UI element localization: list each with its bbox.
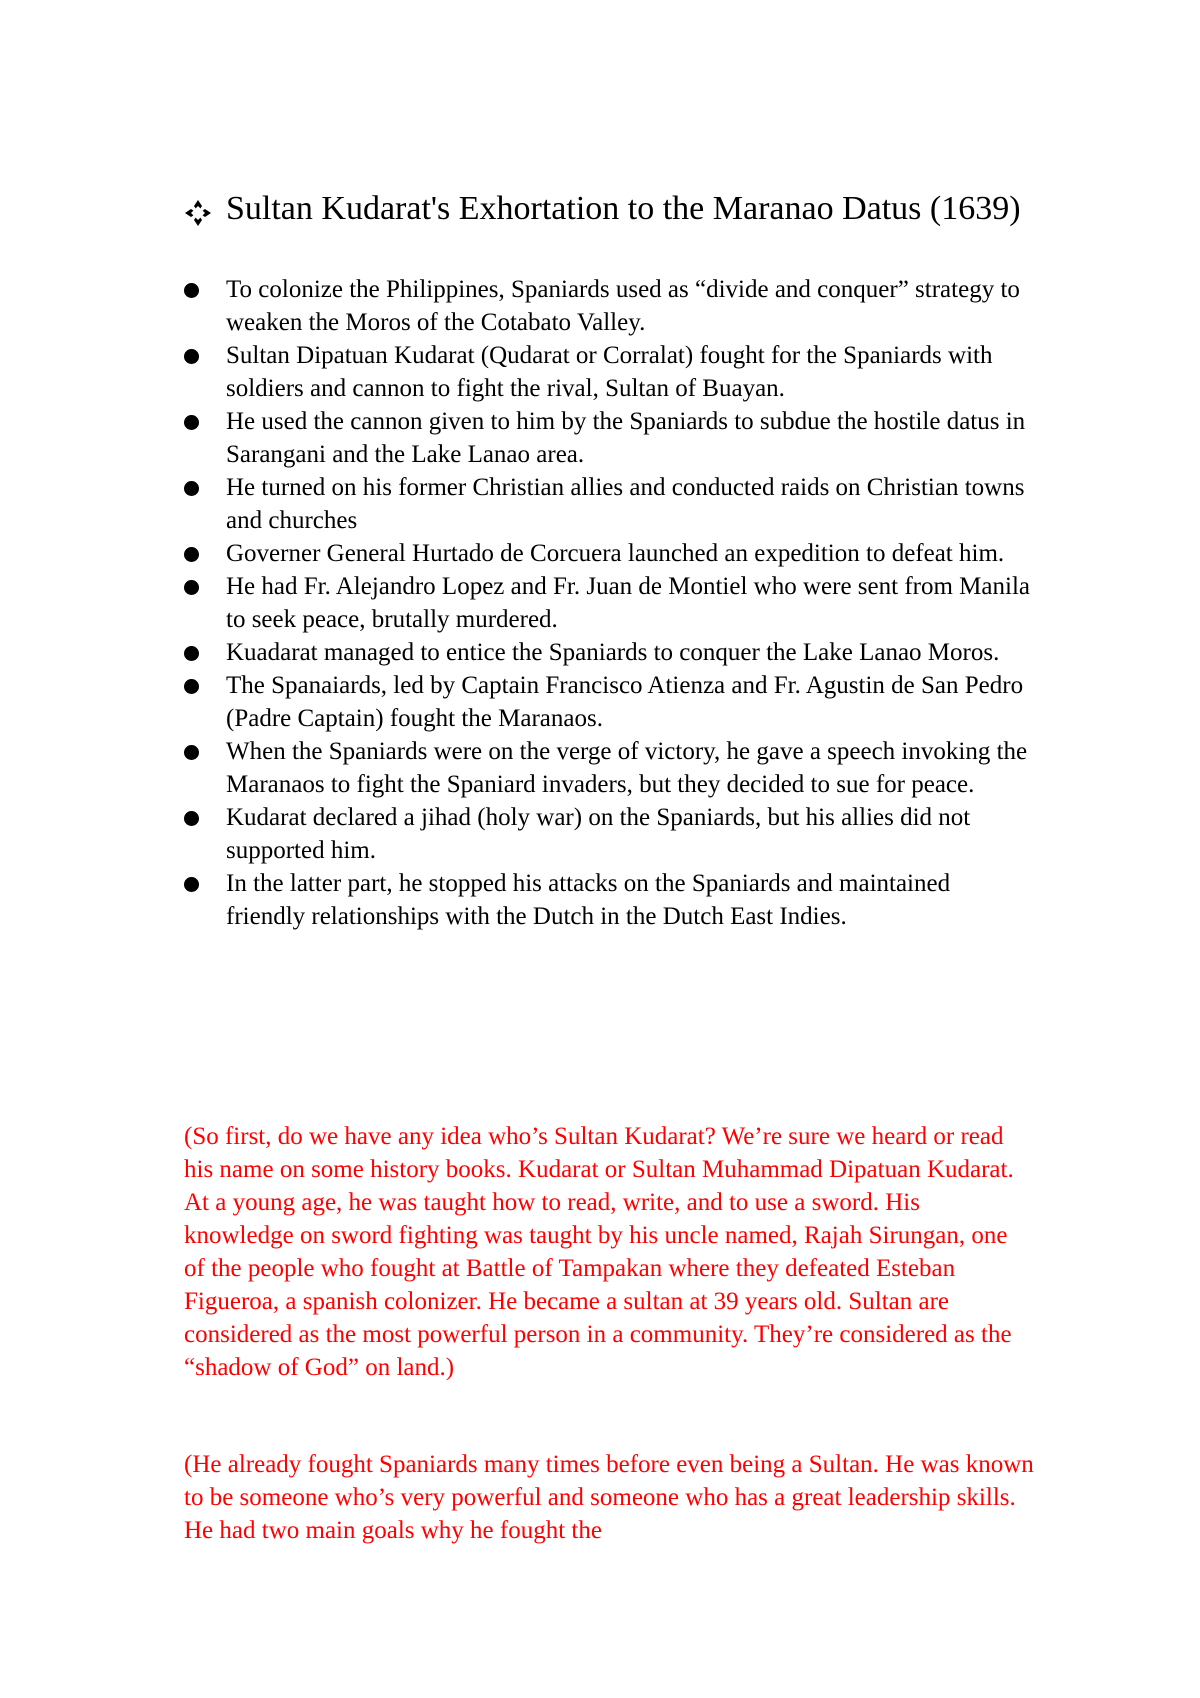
list-item: [184, 636, 1034, 669]
bullet-icon: [184, 580, 199, 595]
note-paragraph-2: (He already fought Spaniards many times before even being a Sultan. He was known to be someone who’s very powerful and someone who has a great leadership skills. He had two main goals why he fought the: [184, 1451, 1034, 1544]
section-heading-text: Sultan Kudarat's Exhortation to the Maranao Datus (1639): [226, 190, 1021, 227]
list-item-text: To colonize the Philippines, Spaniards used as “divide and conquer” strategy to weaken the Moros of the Cotabato Valley.: [226, 276, 1020, 336]
bullet-icon: [184, 349, 199, 364]
list-item: [184, 537, 1034, 570]
four-diamond-icon: [184, 199, 212, 227]
list-item: [184, 669, 1034, 735]
bullet-icon: [184, 811, 199, 826]
list-item: [184, 570, 1034, 636]
bullet-icon: [184, 283, 199, 298]
bullet-list: [184, 273, 1034, 933]
bullet-icon: [184, 877, 199, 892]
list-item: [184, 801, 1034, 867]
list-item: [184, 405, 1034, 471]
list-item-text: In the latter part, he stopped his attacks on the Spaniards and maintained friendly relationships with the Dutch in the Dutch East Indies.: [226, 870, 951, 930]
bullet-icon: [184, 481, 199, 496]
list-item-text: When the Spaniards were on the verge of victory, he gave a speech invoking the Maranaos to fight the Spaniard invaders, but they decided to sue for peace.: [226, 738, 1028, 798]
bullet-icon: [184, 415, 199, 430]
note-paragraph-1: (So first, do we have any idea who’s Sultan Kudarat? We’re sure we heard or read his name on some history books. Kudarat or Sultan Muhammad Dipatuan Kudarat. At a young age, he was taught how to read, write, and to use a sword. His knowledge on sword fighting was taught by his uncle named, Rajah Sirungan, one of the people who fought at Battle of Tampakan where they defeated Esteban Figueroa, a spanish colonizer. He became a sultan at 39 years old. Sultan are considered as the most powerful person in a community. They’re considered as the “shadow of God” on land.): [184, 1123, 1014, 1381]
bullet-icon: [184, 547, 199, 562]
list-item-text: Kuadarat managed to entice the Spaniards to conquer the Lake Lanao Moros.: [226, 639, 1000, 666]
list-item-text: He turned on his former Christian allies and conducted raids on Christian towns and churches: [226, 474, 1025, 534]
list-item-text: He had Fr. Alejandro Lopez and Fr. Juan de Montiel who were sent from Manila to seek peace, brutally murdered.: [226, 573, 1030, 633]
bullet-icon: [184, 679, 199, 694]
list-item-text: Governer General Hurtado de Corcuera launched an expedition to defeat him.: [226, 540, 1005, 567]
list-item-text: The Spanaiards, led by Captain Francisco Atienza and Fr. Agustin de San Pedro (Padre Captain) fought the Maranaos.: [226, 672, 1024, 732]
list-item: [184, 339, 1034, 405]
list-item-text: He used the cannon given to him by the Spaniards to subdue the hostile datus in Sarangani and the Lake Lanao area.: [226, 408, 1026, 468]
bullet-icon: [184, 646, 199, 661]
list-item: [184, 735, 1034, 801]
list-item-text: Kudarat declared a jihad (holy war) on the Spaniards, but his allies did not supported him.: [226, 804, 971, 864]
list-item: [184, 471, 1034, 537]
bullet-icon: [184, 745, 199, 760]
list-item-text: Sultan Dipatuan Kudarat (Qudarat or Corralat) fought for the Spaniards with soldiers and cannon to fight the rival, Sultan of Buayan.: [226, 342, 993, 402]
list-item: [184, 273, 1034, 339]
list-item: [184, 867, 1034, 933]
section-heading: [184, 188, 1026, 230]
